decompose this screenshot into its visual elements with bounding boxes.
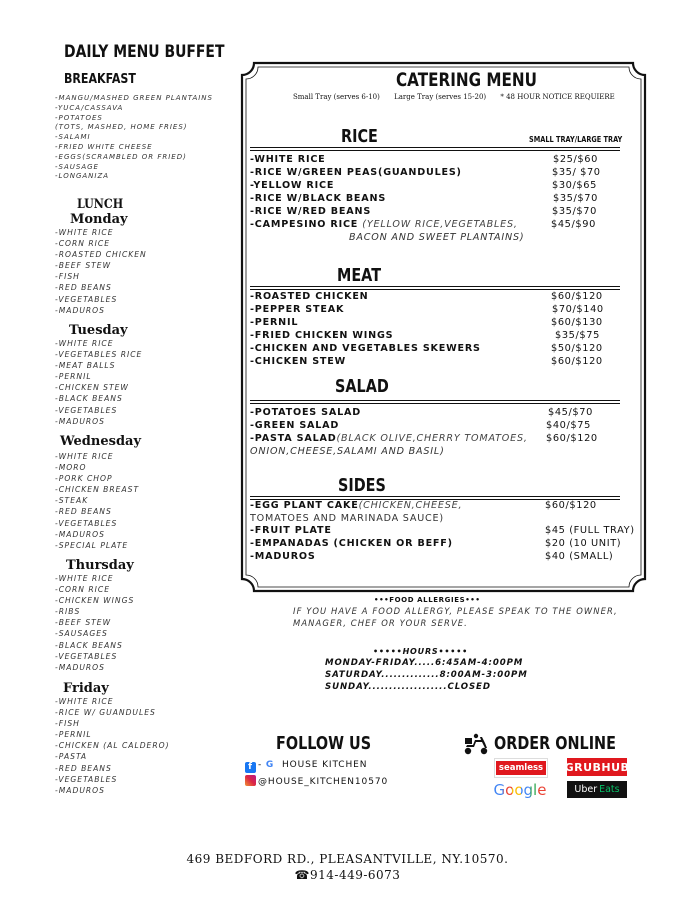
- list-item: -MADUROS: [55, 305, 105, 315]
- list-item: -MORO: [55, 463, 87, 473]
- seamless-label: seamless: [496, 761, 546, 775]
- list-item: -WHITE RICE: [55, 697, 114, 706]
- rice-item: -YELLOW RICE: [250, 180, 335, 191]
- list-item: -MADUROS: [55, 529, 105, 539]
- hours-heading: •••••HOURS•••••: [373, 647, 469, 656]
- rice-price: $45/$90: [551, 219, 596, 230]
- sides-item: -EMPANADAS (CHICKEN OR BEFF): [250, 538, 453, 549]
- salad-rule-2: [250, 403, 620, 404]
- facebook-handle: HOUSE KITCHEN: [281, 760, 368, 770]
- list-item: -RED BEANS: [55, 507, 112, 517]
- facebook-google-link[interactable]: [245, 760, 367, 773]
- sides-item-eggplant: [250, 500, 462, 511]
- sides-price: $40 (SMALL): [545, 551, 614, 562]
- list-item: -VEGETABLES: [55, 651, 118, 661]
- facebook-icon: f: [245, 762, 256, 773]
- item-name: -CAMPESINO RICE: [250, 219, 359, 230]
- list-item: -CHICKEN (AL CALDERO): [55, 741, 170, 751]
- sides-price: $45 (FULL TRAY): [545, 525, 635, 536]
- list-item: -VEGETABLES: [55, 774, 118, 784]
- list-item: -VEGETABLES RICE: [55, 350, 143, 360]
- list-item: -PASTA: [55, 752, 88, 762]
- breakfast-list: [55, 94, 213, 182]
- list-item: -CHICKEN WINGS: [55, 596, 135, 606]
- sides-heading: SIDES: [338, 475, 386, 496]
- instagram-icon: [245, 775, 256, 786]
- order-online-heading: ORDER ONLINE: [494, 733, 616, 754]
- list-item: -VEGETABLES: [55, 518, 118, 528]
- list-item: -CORN RICE: [55, 239, 111, 249]
- salad-item: -GREEN SALAD: [250, 420, 340, 431]
- sides-item: -MADUROS: [250, 551, 316, 562]
- phone-line: [0, 868, 695, 882]
- google-label: Google: [493, 781, 547, 799]
- notice: * 48 HOUR NOTICE REQUIERE: [500, 93, 615, 101]
- list-item: -MADUROS: [55, 662, 105, 672]
- rice-item: -WHITE RICE: [250, 154, 326, 165]
- list-item: -WHITE RICE: [55, 452, 114, 461]
- item-desc-cont: ONION,CHEESE,SALAMI AND BASIL): [250, 446, 445, 457]
- list-item: -RIBS: [55, 607, 81, 617]
- list-item: -SAUSAGES: [55, 629, 108, 639]
- list-item: -WHITE RICE: [55, 339, 114, 348]
- sides-price: $20 (10 UNIT): [545, 538, 622, 549]
- list-item: -CHICKEN STEW: [55, 383, 129, 393]
- list-item: -BLACK BEANS: [55, 640, 123, 650]
- tuesday-list: [55, 338, 142, 427]
- friday-list: [55, 696, 170, 796]
- list-item: -SAUSAGE: [55, 162, 99, 171]
- list-item: -RED BEANS: [55, 283, 112, 293]
- small-tray-size: Small Tray (serves 6-10): [293, 93, 380, 101]
- list-item: -EGGS(SCRAMBLED OR FRIED): [55, 152, 187, 161]
- meat-price: $60/$120: [551, 291, 603, 302]
- item-desc-cont: TOMATOES AND MARINADA SAUCE): [250, 513, 444, 524]
- list-item: -FISH: [55, 272, 80, 282]
- rice-price: $35/ $70: [552, 167, 601, 178]
- instagram-link[interactable]: [245, 775, 388, 787]
- list-item: -PORK CHOP: [55, 474, 113, 484]
- list-item: -MADUROS: [55, 416, 105, 426]
- meat-item: -CHICKEN STEW: [250, 356, 347, 367]
- delivery-scooter-icon: [463, 733, 489, 755]
- list-item: -RICE W/ GUANDULES: [55, 708, 156, 718]
- meat-price: $60/$130: [551, 317, 603, 328]
- google-g-icon: G: [265, 760, 275, 770]
- salad-item-pasta: [250, 433, 528, 444]
- rice-item: -RICE W/GREEN PEAS(GUANDULES): [250, 167, 462, 178]
- catering-title: CATERING MENU: [396, 69, 537, 91]
- item-desc-cont: BACON AND SWEET PLANTAINS): [349, 232, 525, 243]
- rice-item-campesino: [250, 219, 518, 230]
- list-item: -FRIED WHITE CHEESE: [55, 142, 153, 151]
- meat-rule: [250, 286, 620, 287]
- meat-price: $60/$120: [551, 356, 603, 367]
- meat-price: $70/$140: [552, 304, 604, 315]
- list-item: -CHICKEN BREAST: [55, 485, 140, 495]
- meat-item: -CHICKEN AND VEGETABLES SKEWERS: [250, 343, 481, 354]
- ubereats-logo[interactable]: [567, 781, 627, 798]
- address: 469 BEDFORD RD., PLEASANTVILLE, NY.10570.: [186, 852, 509, 866]
- google-logo[interactable]: [492, 780, 548, 800]
- rice-price: $30/$65: [552, 180, 597, 191]
- list-item: -MANGU/MASHED GREEN PLANTAINS: [55, 94, 213, 102]
- rice-price: $35/$70: [553, 193, 598, 204]
- tray-sizes: [293, 93, 615, 101]
- social-separator: -: [258, 760, 266, 770]
- thursday-list: [55, 573, 134, 673]
- list-item: -FISH: [55, 719, 80, 729]
- list-item: -LONGANIZA: [55, 172, 110, 181]
- meat-item: -PERNIL: [250, 317, 299, 328]
- phone-icon: ☎: [294, 868, 310, 882]
- grubhub-label: GRUBHUB: [564, 760, 630, 774]
- follow-us-heading: FOLLOW US: [276, 733, 372, 754]
- allergies-heading: •••FOOD ALLERGIES•••: [374, 596, 481, 604]
- list-item: -WHITE RICE: [55, 574, 114, 583]
- rice-rule-2: [250, 150, 620, 151]
- rice-rule: [250, 147, 620, 148]
- list-item: -POTATOES: [55, 113, 103, 122]
- item-desc: (YELLOW RICE,VEGETABLES,: [362, 219, 518, 230]
- day-tuesday: Tuesday: [69, 323, 128, 338]
- meat-rule-2: [250, 289, 620, 290]
- rice-item: -RICE W/BLACK BEANS: [250, 193, 387, 204]
- item-desc: (BLACK OLIVE,CHERRY TOMATOES,: [336, 433, 528, 444]
- rice-item: -RICE W/RED BEANS: [250, 206, 372, 217]
- list-item: -BLACK BEANS: [55, 394, 123, 404]
- rice-price: $25/$60: [553, 154, 598, 165]
- hours-saturday: SATURDAY..............8:00AM-3:00PM: [325, 670, 528, 680]
- sides-rule: [250, 496, 620, 497]
- list-item: -CORN RICE: [55, 585, 111, 595]
- monday-list: [55, 227, 147, 316]
- instagram-handle: @HOUSE_KITCHEN10570: [258, 777, 389, 787]
- day-friday: Friday: [63, 681, 109, 696]
- seamless-logo[interactable]: [494, 758, 548, 778]
- allergies-text-1: IF YOU HAVE A FOOD ALLERGY, PLEASE SPEAK TO THE OWNER,: [293, 606, 618, 616]
- list-item: (TOTS, MASHED, HOME FRIES): [55, 123, 188, 132]
- list-item: -VEGETABLES: [55, 294, 118, 304]
- item-desc: (CHICKEN,CHEESE,: [358, 500, 463, 511]
- list-item: -SPECIAL PLATE: [55, 540, 129, 550]
- list-item: -BEEF STEW: [55, 261, 112, 271]
- meat-item: -ROASTED CHICKEN: [250, 291, 369, 302]
- large-tray-size: Large Tray (serves 15-20): [394, 93, 487, 101]
- list-item: -MADUROS: [55, 785, 105, 795]
- uber-label: Uber: [574, 784, 598, 795]
- grubhub-logo[interactable]: [564, 758, 630, 776]
- rice-heading: RICE: [341, 126, 378, 147]
- daily-menu-title: DAILY MENU BUFFET: [64, 42, 225, 62]
- list-item: -VEGETABLES: [55, 405, 118, 415]
- item-name: -PASTA SALAD: [250, 433, 337, 444]
- meat-item: -FRIED CHICKEN WINGS: [250, 330, 394, 341]
- meat-price: $35/$75: [555, 330, 600, 341]
- sides-item: -FRUIT PLATE: [250, 525, 332, 536]
- salad-price: $60/$120: [546, 433, 598, 444]
- day-wednesday: Wednesday: [60, 434, 142, 449]
- lunch-heading: LUNCH: [77, 197, 124, 212]
- list-item: -PERNIL: [55, 730, 92, 740]
- wednesday-list: [55, 451, 139, 551]
- salad-price: $45/$70: [548, 407, 593, 418]
- day-thursday: Thursday: [66, 558, 134, 573]
- tray-column-header: SMALL TRAY/LARGE TRAY: [529, 135, 623, 144]
- phone-number: 914-449-6073: [309, 868, 401, 882]
- list-item: -YUCA/CASSAVA: [55, 103, 124, 112]
- salad-heading: SALAD: [335, 376, 389, 397]
- item-name: -EGG PLANT CAKE: [250, 500, 359, 511]
- breakfast-heading: BREAKFAST: [64, 72, 136, 87]
- allergies-text-2: MANAGER, CHEF OR YOUR SERVE.: [293, 618, 468, 628]
- list-item: -ROASTED CHICKEN: [55, 250, 147, 260]
- hours-sunday: SUNDAY...................CLOSED: [325, 682, 491, 692]
- list-item: -WHITE RICE: [55, 228, 114, 237]
- salad-item: -POTATOES SALAD: [250, 407, 361, 418]
- salad-price: $40/$75: [546, 420, 591, 431]
- hours-weekday: MONDAY-FRIDAY.....6:45AM-4:00PM: [325, 658, 524, 668]
- meat-price: $50/$120: [551, 343, 603, 354]
- eats-label: Eats: [599, 784, 620, 795]
- salad-rule: [250, 400, 620, 401]
- list-item: -MEAT BALLS: [55, 361, 116, 371]
- list-item: -STEAK: [55, 496, 89, 506]
- meat-item: -PEPPER STEAK: [250, 304, 345, 315]
- meat-heading: MEAT: [337, 265, 382, 286]
- list-item: -RED BEANS: [55, 763, 112, 773]
- list-item: -SALAMI: [55, 133, 91, 142]
- sides-price: $60/$120: [545, 500, 597, 511]
- list-item: -PERNIL: [55, 372, 92, 382]
- rice-price: $35/$70: [552, 206, 597, 217]
- list-item: -BEEF STEW: [55, 618, 112, 628]
- day-monday: Monday: [70, 212, 128, 227]
